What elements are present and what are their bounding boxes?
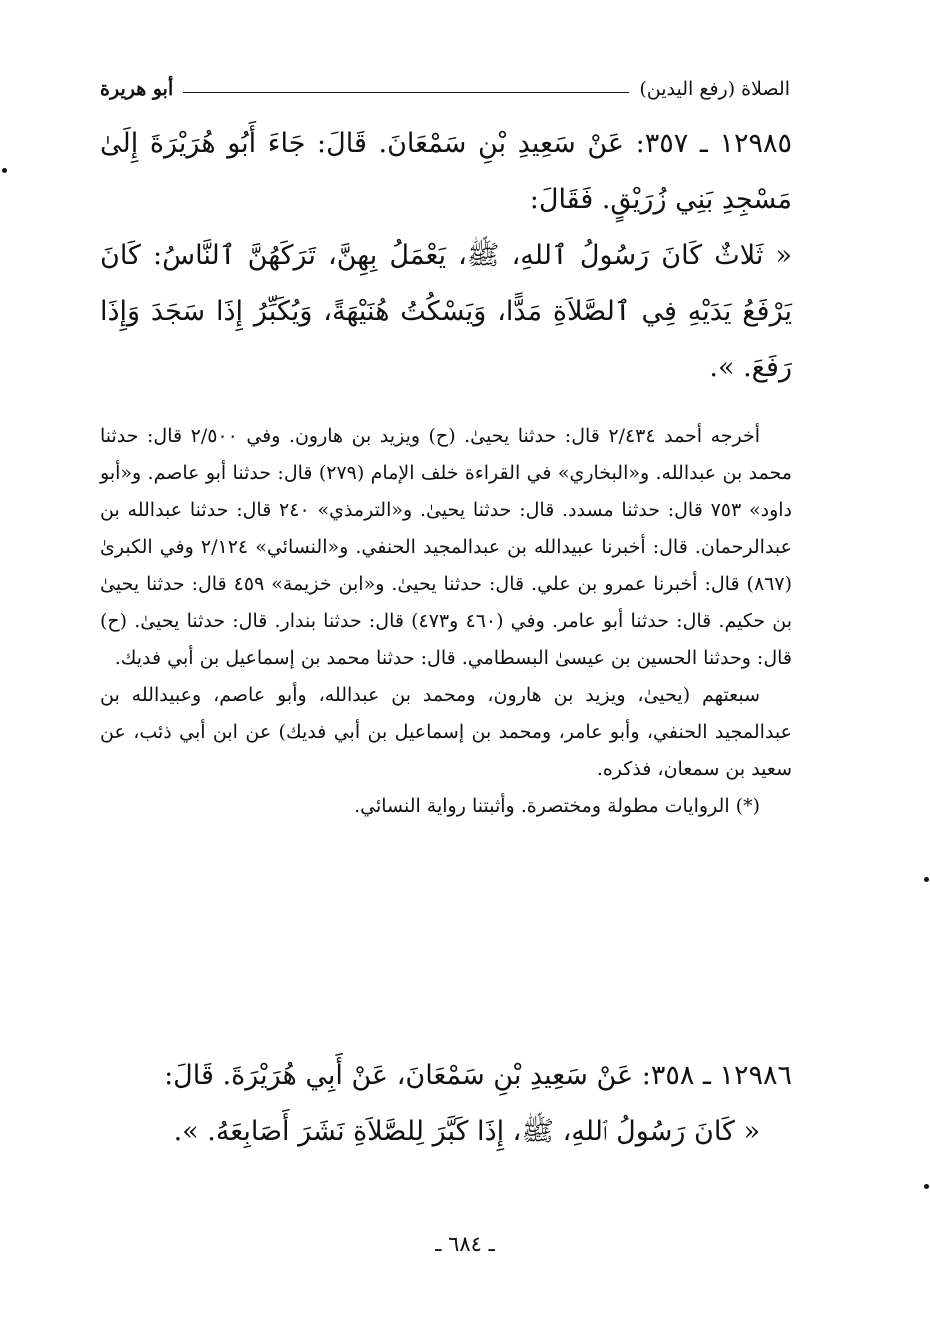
- running-header: [100, 72, 790, 100]
- page-number: ـ ٦٨٤ ـ: [435, 1232, 495, 1256]
- hadith-isnad: عَنْ سَعِيدِ بْنِ سَمْعَانَ. قَالَ: جَاءَ أَبُو هُرَيْرَةَ إِلَىٰ مَسْجِدِ بَنِي زُرَيْقٍ. فَقَالَ:: [100, 128, 792, 215]
- hadith-isnad: عَنْ سَعِيدِ بْنِ سَمْعَانَ، عَنْ أَبِي هُرَيْرَةَ. قَالَ:: [164, 1060, 634, 1091]
- hadith-357: [100, 116, 792, 396]
- hadith-358: [100, 1048, 792, 1160]
- chapter-title: الصلاة (رفع اليدين): [639, 78, 790, 100]
- scan-mark: [924, 877, 929, 882]
- header-rule: [183, 92, 629, 93]
- scan-mark: [2, 168, 7, 173]
- narrator-name: أبو هريرة: [100, 78, 174, 100]
- takhrij-sources: أخرجه أحمد ٢/٤٣٤ قال: حدثنا يحيىٰ. (ح) ويزيد بن هارون. وفي ٢/٥٠٠ قال: حدثنا محمد بن عبدالله. و«البخاري» في القراءة خلف الإمام (٢٧٩) قال: حدثنا أبو عاصم. و«أبو داود» ٧٥٣ قال: حدثنا مسدد. قال: حدثنا يحيىٰ. و«الترمذي» ٢٤٠ قال: حدثنا عبدالله بن عبدالرحمان. قال: أخبرنا عبيدالله بن عبدالمجيد الحنفي. و«النسائي» ٢/١٢٤ وفي الكبرىٰ (٨٦٧) قال: أخبرنا عمرو بن علي. قال: حدثنا يحيىٰ. و«ابن خزيمة» ٤٥٩ قال: حدثنا يحيىٰ بن حكيم. قال: حدثنا أبو عامر. وفي (٤٦٠ و٤٧٣) قال: حدثنا بندار. قال: حدثنا يحيىٰ. (ح) قال: وحدثنا الحسين بن عيسىٰ البسطامي. قال: حدثنا محمد بن إسماعيل بن أبي فديك.: [100, 425, 792, 669]
- takhrij-summary: سبعتهم (يحيىٰ، ويزيد بن هارون، ومحمد بن عبدالله، وأبو عاصم، وعبيدالله بن عبدالمجيد الحنفي، وأبو عامر، ومحمد بن إسماعيل بن أبي فديك) عن ابن أبي ذئب، عن سعيد بن سمعان، فذكره.: [100, 684, 792, 780]
- scan-mark: [924, 1184, 929, 1189]
- hadith-number: ١٢٩٨٦ ـ ٣٥٨:: [641, 1060, 792, 1091]
- takhrij-block: [100, 418, 792, 825]
- hadith-matn: « ثَلاثٌ كَانَ رَسُولُ ٱللهِ، ﷺ، يَعْمَلُ بِهِنَّ، تَرَكَهُنَّ ٱلنَّاسُ: كَانَ يَرْفَعُ يَدَيْهِ فِي ٱلصَّلاَةِ مَدًّا، وَيَسْكُتُ هُنَيْهَةً، وَيُكَبِّرُ إِذَا سَجَدَ وَإِذَا رَفَعَ. ».: [100, 240, 792, 383]
- hadith-number: ١٢٩٨٥ ـ ٣٥٧:: [635, 128, 792, 159]
- takhrij-note: (*) الروايات مطولة ومختصرة. وأثبتنا رواية النسائي.: [354, 795, 760, 817]
- hadith-matn: « كَانَ رَسُولُ ٱللهِ، ﷺ، إِذَا كَبَّرَ لِلصَّلاَةِ نَشَرَ أَصَابِعَهُ. ».: [173, 1116, 760, 1147]
